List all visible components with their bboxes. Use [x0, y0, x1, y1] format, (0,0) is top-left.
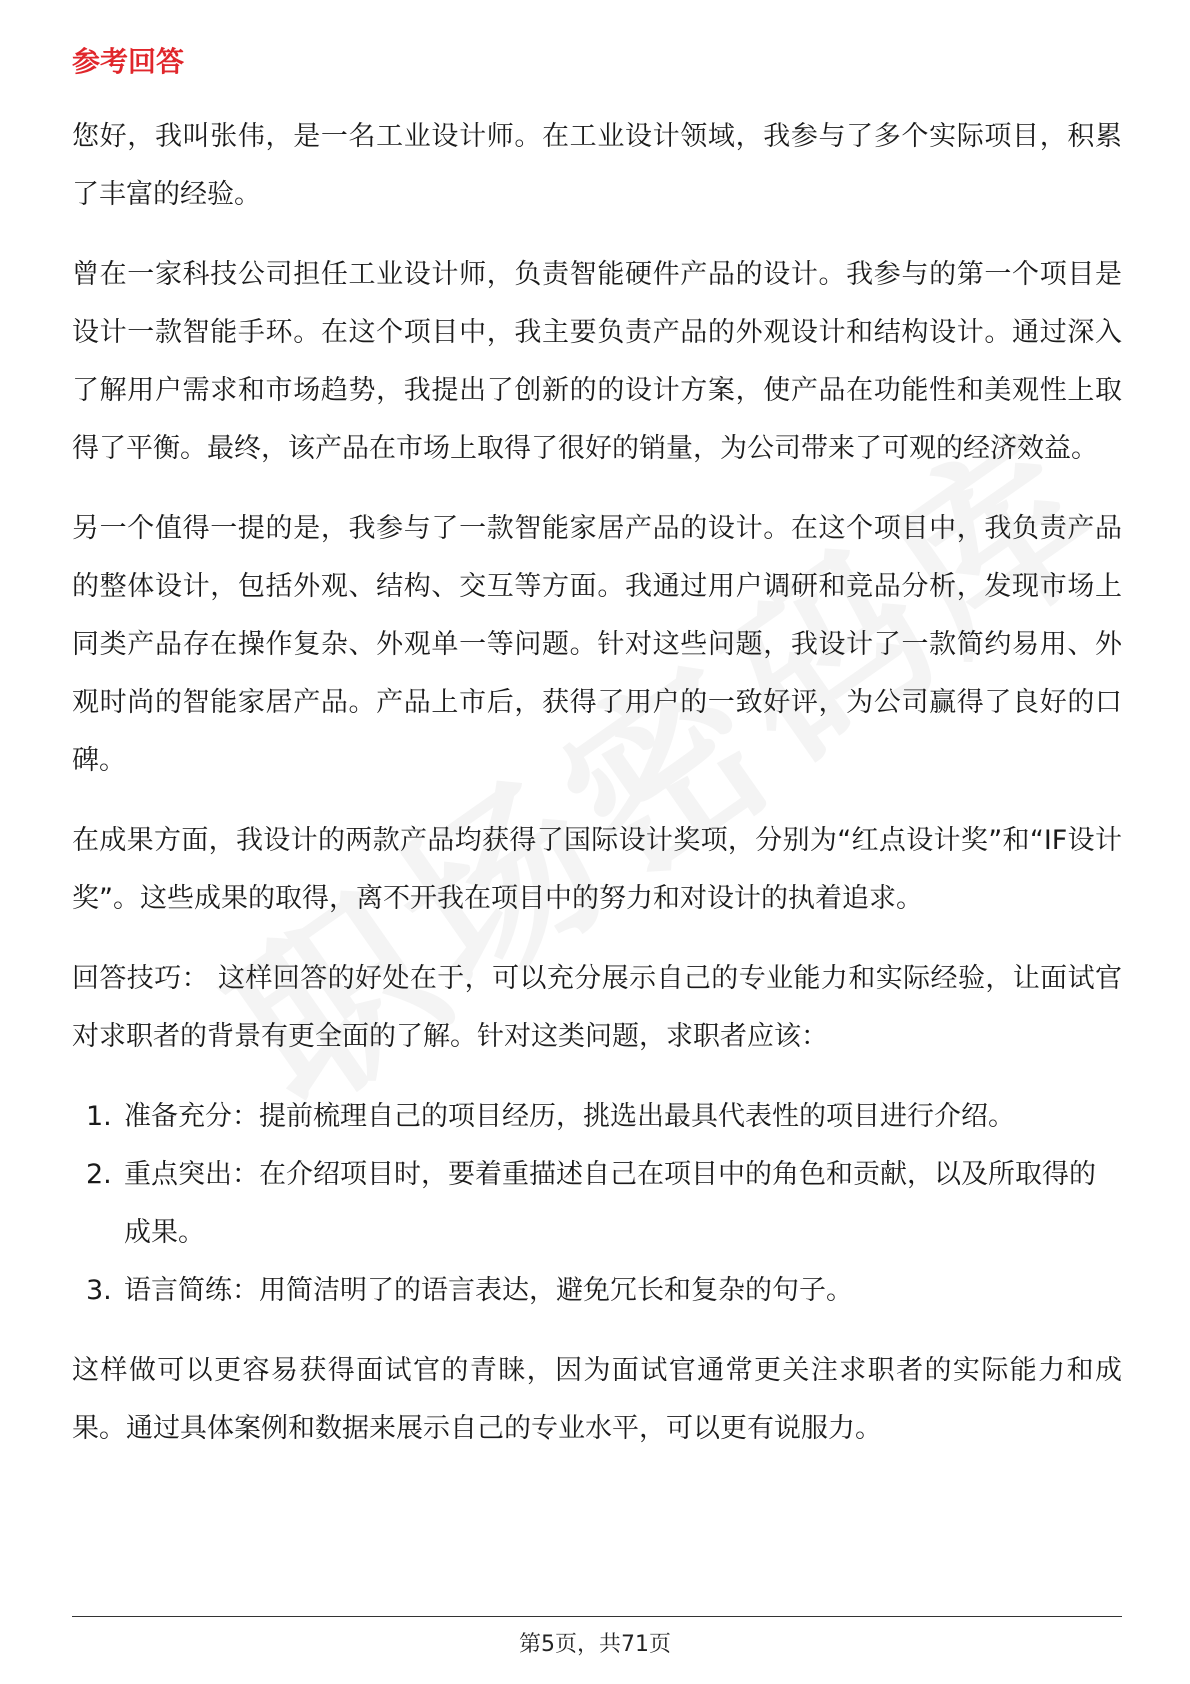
list-item — [72, 1088, 1122, 1146]
list-number: 3. — [86, 1275, 112, 1306]
list-item — [72, 1146, 1122, 1262]
list-number: 1. — [86, 1101, 112, 1132]
paragraph-tips: 回答技巧： 这样回答的好处在于，可以充分展示自己的专业能力和实际经验，让面试官对求职者的背景有更全面的了解。针对这类问题，求职者应该： — [72, 963, 1122, 1052]
list-text: 准备充分：提前梳理自己的项目经历，挑选出最具代表性的项目进行介绍。 — [124, 1101, 1015, 1132]
tips-list — [72, 1088, 1122, 1320]
list-text: 重点突出：在介绍项目时，要着重描述自己在项目中的角色和贡献，以及所取得的成果。 — [124, 1159, 1096, 1248]
content — [72, 44, 1122, 1480]
list-number: 2. — [86, 1159, 112, 1190]
paragraph-project-2: 另一个值得一提的是，我参与了一款智能家居产品的设计。在这个项目中，我负责产品的整体设计，包括外观、结构、交互等方面。我通过用户调研和竞品分析，发现市场上同类产品存在操作复杂、外观单一等问题。针对这些问题，我设计了一款简约易用、外观时尚的智能家居产品。产品上市后，获得了用户的一致好评，为公司赢得了良好的口碑。 — [72, 513, 1122, 776]
section-heading: 参考回答 — [72, 45, 185, 78]
paragraph-achievements: 在成果方面，我设计的两款产品均获得了国际设计奖项，分别为“红点设计奖”和“IF设计奖”。这些成果的取得，离不开我在项目中的努力和对设计的执着追求。 — [72, 825, 1122, 914]
list-text: 语言简练：用简洁明了的语言表达，避免冗长和复杂的句子。 — [124, 1275, 853, 1306]
paragraph-intro: 您好，我叫张伟，是一名工业设计师。在工业设计领域，我参与了多个实际项目，积累了丰富的经验。 — [72, 121, 1122, 210]
page-number: 第5页，共71页 — [519, 1632, 671, 1657]
footer-divider — [72, 1616, 1122, 1617]
paragraph-closing: 这样做可以更容易获得面试官的青睐，因为面试官通常更关注求职者的实际能力和成果。通过具体案例和数据来展示自己的专业水平，可以更有说服力。 — [72, 1355, 1122, 1444]
list-item — [72, 1262, 1122, 1320]
paragraph-project-1: 曾在一家科技公司担任工业设计师，负责智能硬件产品的设计。我参与的第一个项目是设计一款智能手环。在这个项目中，我主要负责产品的外观设计和结构设计。通过深入了解用户需求和市场趋势，我提出了创新的的设计方案，使产品在功能性和美观性上取得了平衡。最终，该产品在市场上取得了很好的销量，为公司带来了可观的经济效益。 — [72, 259, 1122, 464]
